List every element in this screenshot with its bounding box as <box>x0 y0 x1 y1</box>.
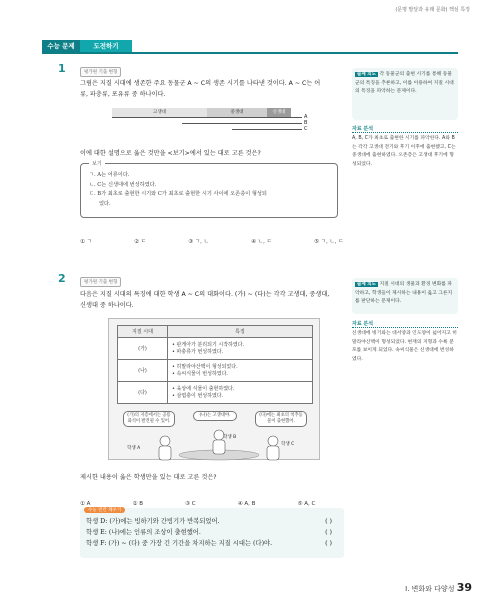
analysis-box-2: 자료 분석 신생대에 빙기와는 대서양과 인도양이 넓어지고 히말라야산맥이 형성되었다. 현재의 지형과 수륙 분포를 보이게 되었다. 속씨식물은 신생대에 번성하였다. <box>352 321 457 362</box>
question-text: 다음은 지질 시대의 특징에 대한 학생 A ~ C의 대화이다. (가) ~ (다)는 각각 고생대, 중생대, 신생대 중 하나이다. <box>80 291 330 309</box>
timeline-figure <box>112 108 310 141</box>
question-tag: 평가원 기출 변형 <box>80 67 121 77</box>
era-cenozoic: 신생대 <box>267 108 291 117</box>
intent-label: 출제 의도 <box>357 282 376 287</box>
question-prompt: 이에 대한 설명으로 옳은 것만을 <보기>에서 있는 대로 고른 것은? <box>80 150 261 157</box>
choice-3[interactable]: ③ C <box>185 501 196 507</box>
choice-1[interactable]: ① A <box>80 501 91 507</box>
line-a <box>112 117 302 118</box>
choice-4[interactable]: ④ ㄴ, ㄷ <box>251 239 272 245</box>
table-header: 지질 시대 <box>118 326 168 338</box>
choice-4[interactable]: ④ A, B <box>237 501 256 507</box>
breadcrumb: (문명 발달과 유래 문화) 핵심 특징 <box>395 7 470 13</box>
bogi-item: ㄱ. A는 어류이다. <box>89 172 130 178</box>
bogi-item: 었다. <box>99 200 111 207</box>
era-table <box>117 325 313 404</box>
bogi-item: ㄷ. B가 최초로 출현한 시기와 C가 최초로 출현한 시기 사이에 오존층이 형성되 <box>89 191 267 197</box>
era-mesozoic: 중생대 <box>207 108 267 117</box>
student-c-label: 학생 C <box>281 442 295 447</box>
question-prompt: 제시한 내용이 옳은 학생만을 있는 대로 고른 것은? <box>80 474 217 481</box>
analysis-heading: 자료 분석 <box>352 125 458 133</box>
table-row: (나) • 히말라야산맥이 형성되었다. • 속씨식물이 번성하였다. <box>118 360 313 382</box>
label-c: C <box>304 126 308 132</box>
section-tab-bar <box>42 40 458 54</box>
era-paleozoic: 고생대 <box>112 108 207 117</box>
choice-5[interactable]: ⑤ A, C <box>297 501 316 507</box>
label-b: B <box>304 120 308 126</box>
fill-in-box <box>80 508 344 558</box>
speech-bubble-a: (가)의 지층에서는 공룡 화석이 발견될 수 있어. <box>123 411 175 427</box>
section-label: I. 변화와 다양성 <box>405 585 455 593</box>
analysis-box-1: 자료 분석 A, B, C가 최초로 출현한 시기를 파악한다. A와 B는 각각 고생대 전기와 후기 이후에 출현했고, C는 중생대에 출현하였다. 오존층은 고생대 후기에 형성되었다. <box>352 125 458 169</box>
question-text: 그림은 지질 시대에 생존한 주요 동물군 A ~ C의 생존 시기를 나타낸 것이다. A ~ C는 어 류, 파충류, 포유류 중 하나이다. <box>80 80 321 98</box>
bogi-item: ㄴ. C는 신생대에 번성하였다. <box>89 181 157 188</box>
answer-choices <box>80 228 381 247</box>
speech-bubble-b: (나)는 고생대야. <box>193 411 237 421</box>
tab-exam-problem[interactable]: 수능 문제 <box>42 40 80 52</box>
question-tag: 평가원 기출 변형 <box>80 277 121 287</box>
label-a: A <box>304 114 308 120</box>
student-b-label: 학생 B <box>223 435 237 440</box>
fill-in-label: 수능 빈칸 채우기 <box>84 507 125 513</box>
analysis-heading: 자료 분석 <box>352 320 458 328</box>
choice-3[interactable]: ③ ㄱ, ㄴ <box>188 239 209 245</box>
table-row: (다) • 육상에 식물이 출현하였다. • 삼엽충이 번성하였다. <box>118 382 313 404</box>
choice-5[interactable]: ⑤ ㄱ, ㄴ, ㄷ <box>314 239 344 245</box>
intent-box-2: 출제 의도 지질 시대의 생물과 환경 변화를 파악하고, 학생들이 제시하는 내용이 옳고 그른지를 판단하는 문제이다. <box>352 278 458 314</box>
bogi-title: 보기 <box>89 160 105 167</box>
tab-challenge[interactable]: 도전하기 <box>80 40 132 52</box>
student-a-label: 학생 A <box>127 446 141 451</box>
bogi-box <box>80 163 338 218</box>
choice-2[interactable]: ② B <box>132 501 143 507</box>
page-number: 39 <box>456 581 472 594</box>
line-b <box>182 123 302 124</box>
line-c <box>232 129 302 130</box>
table-header: 특징 <box>168 326 313 338</box>
question-number-1: 1 <box>58 62 66 75</box>
intent-label: 출제 의도 <box>357 72 376 77</box>
question-number-2: 2 <box>58 272 66 285</box>
table-row: (가) • 판게아가 분리되기 시작하였다. • 파충류가 번성하였다. <box>118 338 313 360</box>
choice-2[interactable]: ② ㄷ <box>134 239 147 245</box>
page-footer <box>405 581 472 594</box>
intent-box-1: 출제 의도 각 동물군의 출현 시기를 통해 동물군의 특징을 추론하고, 이를 이용하여 지질 시대의 특징을 파악하는 문제이다. <box>352 68 458 120</box>
fill-row: 학생 D: (가)에는 빙하기와 간빙기가 반복되었어. ( ) <box>86 518 332 525</box>
fill-row: 학생 F: (가) ~ (다) 중 가장 긴 기간을 차지하는 지질 시대는 (다)야. ( ) <box>86 540 332 547</box>
choice-1[interactable]: ① ㄱ <box>80 239 92 245</box>
speech-bubble-c: (다)에는 최초의 척추동물이 출현했어. <box>255 411 307 427</box>
fill-row: 학생 E: (나)에는 인류의 조상이 출현했어. ( ) <box>86 529 332 536</box>
figure-panel <box>108 318 320 460</box>
